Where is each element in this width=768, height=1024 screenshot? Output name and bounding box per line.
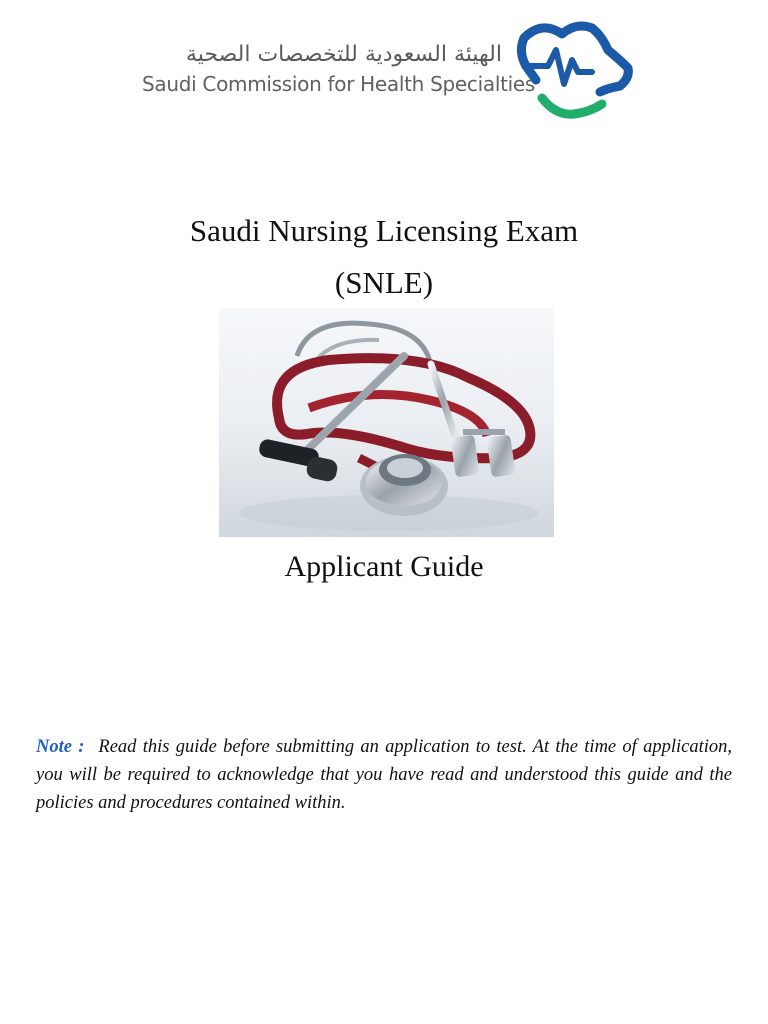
header-logo (140, 14, 640, 124)
note-text: Read this guide before submitting an application to test. At the time of application, you will be required to acknowledge that you have read and understood this guide and the policies and procedures contained within. (36, 737, 733, 813)
cover-subtitle: Applicant Guide (284, 550, 484, 583)
saudi-map-heartbeat-icon (512, 16, 634, 124)
cover-title-acronym: (SNLE) (334, 265, 434, 300)
org-name-arabic: الهيئة السعودية للتخصصات الصحية (185, 42, 502, 67)
org-name-english: Saudi Commission for Health Specialties (142, 72, 535, 96)
stethoscope-photo (219, 308, 554, 537)
note-paragraph (36, 733, 732, 817)
cover-title: Saudi Nursing Licensing Exam (189, 213, 579, 248)
note-label: Note : (36, 737, 85, 757)
